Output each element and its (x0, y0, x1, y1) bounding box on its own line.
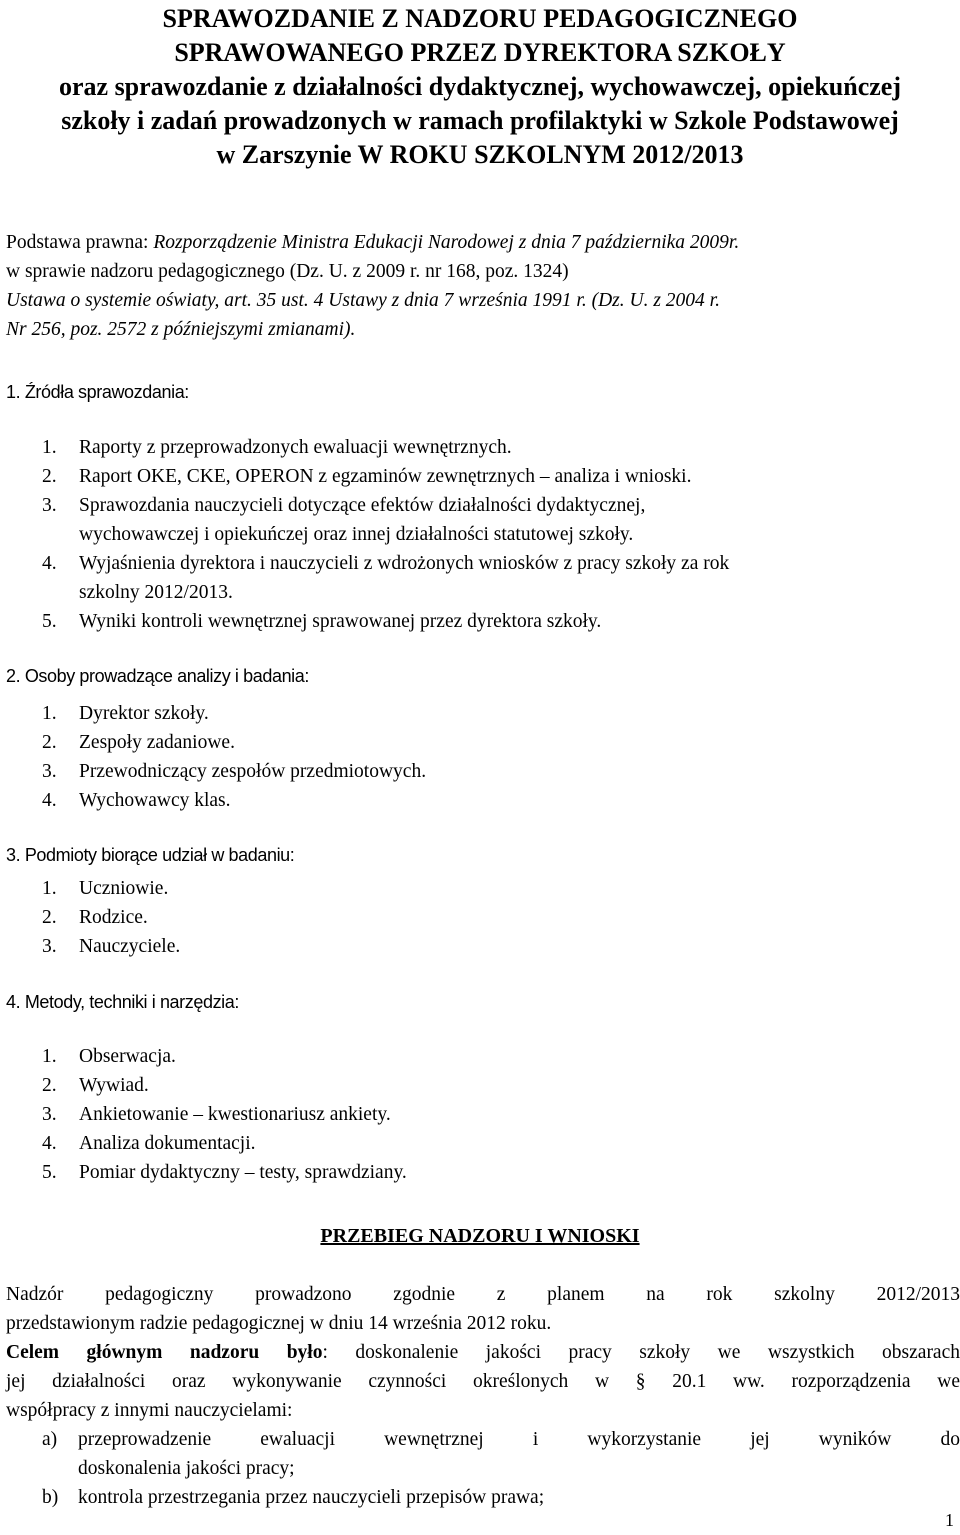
persons-list (42, 699, 426, 815)
list-item: 2. Rodzice. (42, 907, 148, 928)
title-line: SPRAWOWANEGO PRZEZ DYREKTORA SZKOŁY (174, 38, 786, 67)
legal-basis-line: Nr 256, poz. 2572 z późniejszymi zmianami). (6, 319, 356, 340)
list-item: a) przeprowadzenie ewaluacji wewnętrznej i wykorzystanie jej wyników do doskonalenia jakości pracy; (42, 1429, 960, 1479)
list-item: 2. Zespoły zadaniowe. (42, 732, 235, 753)
section-heading-methods: 4. Metody, techniki i narzędzia: (6, 992, 239, 1012)
list-item: 1. Raporty z przeprowadzonych ewaluacji wewnętrznych. (42, 437, 512, 458)
legal-basis-regulation: Rozporządzenie Ministra Edukacji Narodowej z dnia 7 października 2009r. (153, 232, 740, 253)
section-heading-persons: 2. Osoby prowadzące analizy i badania: (6, 666, 309, 686)
list-item: 3. Sprawozdania nauczycieli dotyczące efektów działalności dydaktycznej, wychowawczej i opiekuńczej oraz innej działalności statutowej szkoły. (42, 495, 646, 545)
list-item: 3. Nauczyciele. (42, 936, 181, 957)
list-item: 1. Dyrektor szkoły. (42, 703, 209, 724)
list-item: 3. Ankietowanie – kwestionariusz ankiety. (42, 1104, 391, 1125)
list-item: 5. Pomiar dydaktyczny – testy, sprawdziany. (42, 1162, 407, 1183)
legal-basis-line: Ustawa o systemie oświaty, art. 35 ust. 4 Ustawy z dnia 7 września 1991 r. (Dz. U. z 2004 r. (6, 290, 720, 311)
goal-label: Celem głównym nadzoru było (6, 1342, 323, 1363)
title-line: SPRAWOZDANIE Z NADZORU PEDAGOGICZNEGO (162, 4, 798, 33)
list-item: 4. Wyjaśnienia dyrektora i nauczycieli z wdrożonych wniosków z pracy szkoły za rok szkolny 2012/2013. (42, 553, 730, 603)
sources-list (42, 433, 729, 636)
legal-basis-line: w sprawie nadzoru pedagogicznego (Dz. U. z 2009 r. nr 168, poz. 1324) (6, 261, 569, 282)
section-heading-participants: 3. Podmioty biorące udział w badaniu: (6, 845, 295, 865)
legal-basis-prefix: Podstawa prawna: (6, 232, 154, 253)
title-line: w Zarszynie W ROKU SZKOLNYM 2012/2013 (216, 140, 744, 169)
title-line: oraz sprawozdanie z działalności dydaktycznej, wychowawczej, opiekuńczej (58, 72, 902, 101)
list-item: 1. Obserwacja. (42, 1046, 176, 1067)
methods-list (42, 1042, 407, 1187)
list-item: 4. Wychowawcy klas. (42, 790, 231, 811)
title-line: szkoły i zadań prowadzonych w ramach profilaktyki w Szkole Podstawowej (61, 106, 899, 135)
supervision-heading: PRZEBIEG NADZORU I WNIOSKI (320, 1225, 640, 1247)
list-item: 3. Przewodniczący zespołów przedmiotowych. (42, 761, 427, 782)
supervision-paragraph: Nadzór pedagogiczny prowadzono zgodnie z planem na rok szkolny 2012/2013 przedstawionym radzie pedagogicznej w dniu 14 września 2012 roku. Celem głównym nadzoru było: doskonalenie jakości pracy szkoły we wszystkich obszarach jej działalności oraz wykonywanie czynności określonych w § 20.1 ww. rozporządzenia we współpracy z innymi nauczycielami: (6, 1284, 960, 1421)
list-item: b) kontrola przestrzegania przez nauczycieli przepisów prawa; (42, 1487, 545, 1508)
list-item: 1. Uczniowie. (42, 878, 169, 899)
list-item: 5. Wyniki kontroli wewnętrznej sprawowanej przez dyrektora szkoły. (42, 611, 602, 632)
list-item: 2. Wywiad. (42, 1075, 149, 1096)
legal-basis-line (6, 228, 739, 257)
document-title (0, 2, 960, 172)
section-heading-sources: 1. Źródła sprawozdania: (6, 382, 189, 402)
page-number: 1 (945, 1510, 954, 1530)
participants-list (42, 874, 180, 961)
goals-list (42, 1425, 960, 1512)
list-item: 2. Raport OKE, CKE, OPERON z egzaminów zewnętrznych – analiza i wnioski. (42, 466, 692, 487)
list-item: 4. Analiza dokumentacji. (42, 1133, 256, 1154)
